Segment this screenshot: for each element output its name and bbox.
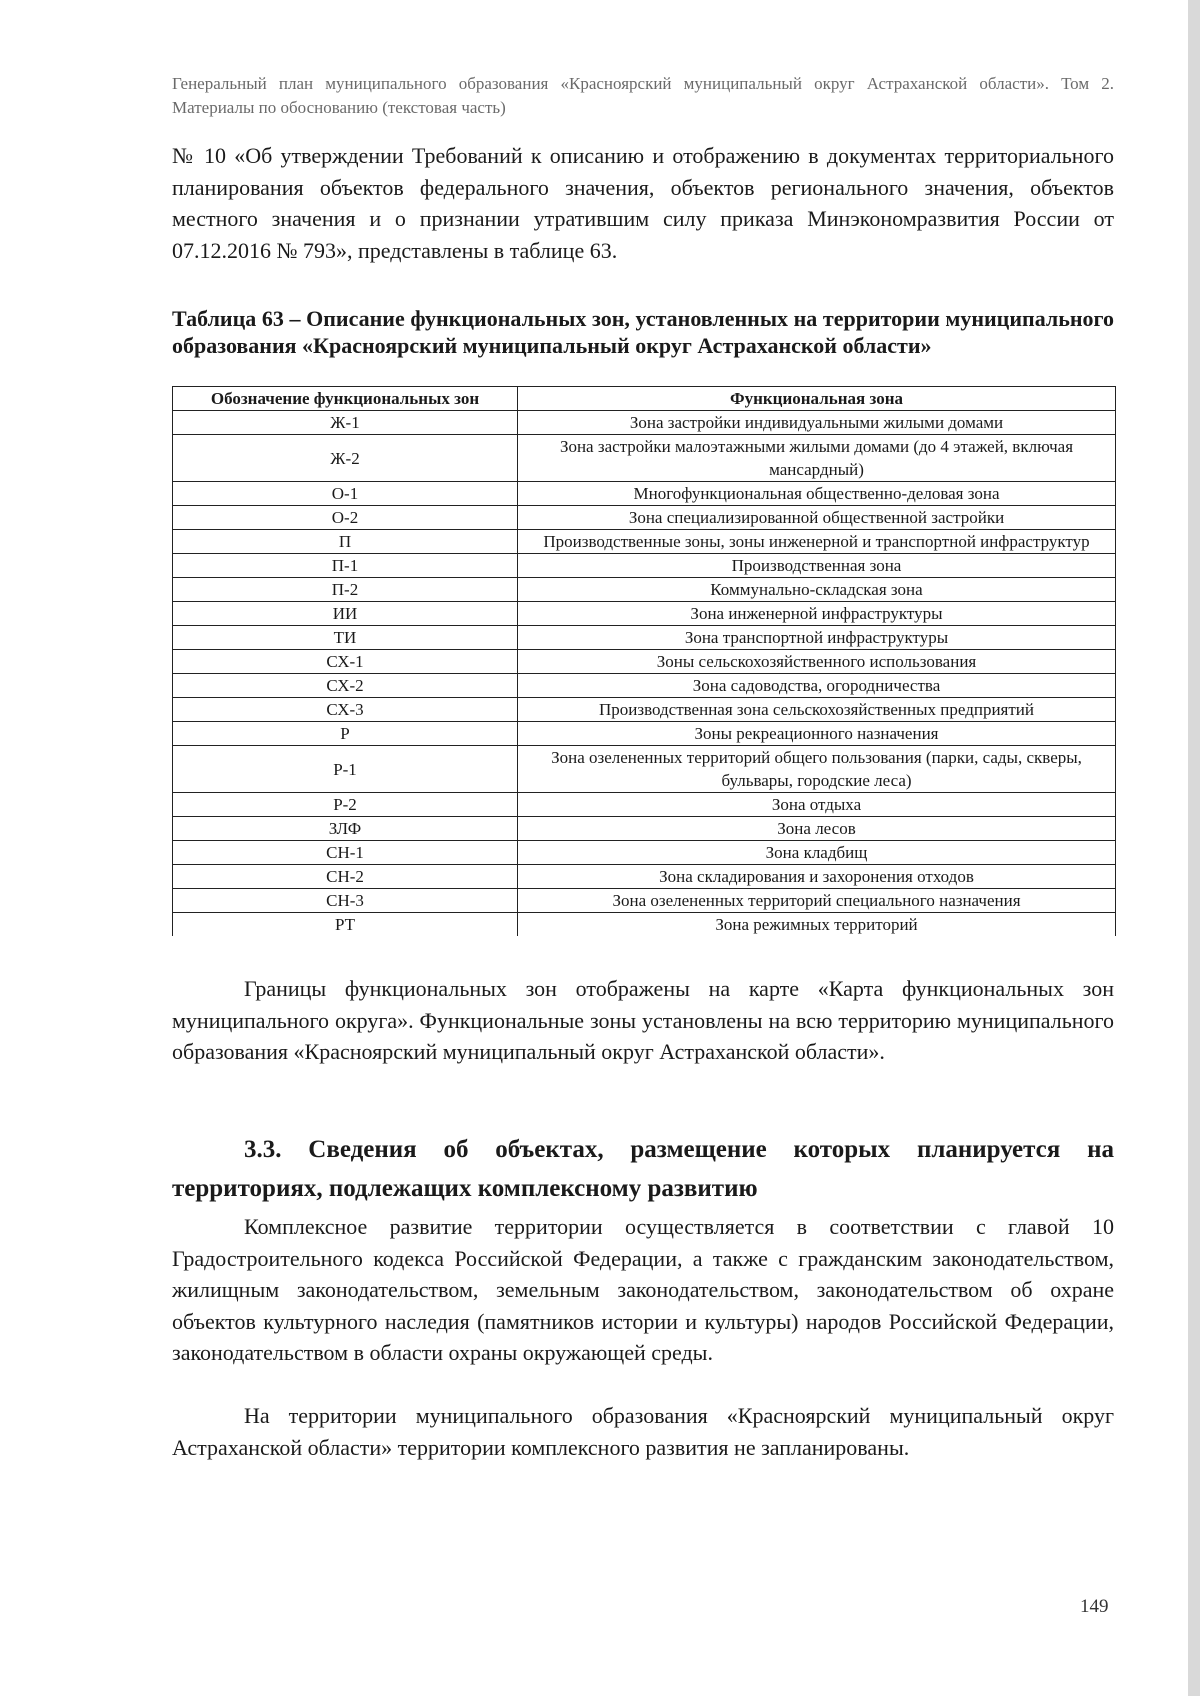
table-caption: Таблица 63 – Описание функциональных зон, установленных на территории муниципального образования «Красноярский муниципальный округ Астраханской области» bbox=[172, 306, 1114, 358]
zone-name-cell: Зона инженерной инфраструктуры bbox=[518, 602, 1116, 626]
zone-name-cell: Зона озелененных территорий специального назначения bbox=[518, 889, 1116, 913]
running-header: Генеральный план муниципального образования «Красноярский муниципальный округ Астраханской области». Том 2. Материалы по обоснованию (текстовая часть) bbox=[172, 74, 1114, 117]
table-row bbox=[173, 650, 1116, 674]
zone-code-cell: О-2 bbox=[173, 506, 518, 530]
zones-table bbox=[172, 386, 1116, 936]
page-number: 149 bbox=[1080, 1596, 1109, 1617]
table-row bbox=[173, 698, 1116, 722]
table-row bbox=[173, 530, 1116, 554]
zone-code-cell: ИИ bbox=[173, 602, 518, 626]
table-row bbox=[173, 722, 1116, 746]
zone-code-cell: Ж-2 bbox=[173, 435, 518, 482]
zone-name-cell: Зоны сельскохозяйственного использования bbox=[518, 650, 1116, 674]
table-row bbox=[173, 793, 1116, 817]
zone-name-cell: Зона транспортной инфраструктуры bbox=[518, 626, 1116, 650]
zone-name-cell: Производственная зона сельскохозяйственных предприятий bbox=[518, 698, 1116, 722]
zone-name-cell: Зона озелененных территорий общего пользования (парки, сады, скверы, бульвары, городские леса) bbox=[518, 746, 1116, 793]
table-row bbox=[173, 626, 1116, 650]
section-paragraph-1: Комплексное развитие территории осуществляется в соответствии с главой 10 Градостроительного кодекса Российской Федерации, а также с гражданским законодательством, жилищным законодательством, земельным законодательством, законодательством об охране объектов культурного наследия (памятников истории и культуры) народов Российской Федерации, законодательством в области охраны окружающей среды. bbox=[172, 1214, 1114, 1365]
table-row bbox=[173, 435, 1116, 482]
zone-name-cell: Зона застройки индивидуальными жилыми домами bbox=[518, 411, 1116, 435]
table-row bbox=[173, 554, 1116, 578]
zone-name-cell: Зоны рекреационного назначения bbox=[518, 722, 1116, 746]
zone-name-cell: Многофункциональная общественно-деловая зона bbox=[518, 482, 1116, 506]
zone-code-cell: СН-2 bbox=[173, 865, 518, 889]
zone-name-cell: Зона специализированной общественной застройки bbox=[518, 506, 1116, 530]
viewer-edge bbox=[1188, 0, 1200, 1696]
zone-code-cell: СХ-3 bbox=[173, 698, 518, 722]
table-row bbox=[173, 746, 1116, 793]
zone-code-cell: О-1 bbox=[173, 482, 518, 506]
zone-name-cell: Зона отдыха bbox=[518, 793, 1116, 817]
zone-code-cell: СХ-2 bbox=[173, 674, 518, 698]
zone-code-cell: ЗЛФ bbox=[173, 817, 518, 841]
zone-name-cell: Производственная зона bbox=[518, 554, 1116, 578]
zone-name-cell: Зона лесов bbox=[518, 817, 1116, 841]
table-row bbox=[173, 913, 1116, 937]
column-header-code: Обозначение функциональных зон bbox=[173, 387, 518, 411]
column-header-zone: Функциональная зона bbox=[518, 387, 1116, 411]
table-row bbox=[173, 817, 1116, 841]
zone-code-cell: П bbox=[173, 530, 518, 554]
zone-name-cell: Зона застройки малоэтажными жилыми домами (до 4 этажей, включая мансардный) bbox=[518, 435, 1116, 482]
table-row bbox=[173, 674, 1116, 698]
intro-paragraph: № 10 «Об утверждении Требований к описанию и отображению в документах территориального планирования объектов федерального значения, объектов регионального значения, объектов местного значения и о признании утратившим силу приказа Минэкономразвития России от 07.12.2016 № 793», представлены в таблице 63. bbox=[172, 143, 1114, 263]
table-row bbox=[173, 865, 1116, 889]
zone-name-cell: Зона складирования и захоронения отходов bbox=[518, 865, 1116, 889]
zone-code-cell: Р bbox=[173, 722, 518, 746]
zone-code-cell: П-1 bbox=[173, 554, 518, 578]
zone-code-cell: Р-1 bbox=[173, 746, 518, 793]
zone-code-cell: П-2 bbox=[173, 578, 518, 602]
table-row bbox=[173, 482, 1116, 506]
zone-name-cell: Зона кладбищ bbox=[518, 841, 1116, 865]
zone-name-cell: Зона садоводства, огородничества bbox=[518, 674, 1116, 698]
table-row bbox=[173, 602, 1116, 626]
zone-code-cell: СН-1 bbox=[173, 841, 518, 865]
zone-name-cell: Коммунально-складская зона bbox=[518, 578, 1116, 602]
zone-code-cell: Ж-1 bbox=[173, 411, 518, 435]
section-heading: 3.3. Сведения об объектах, размещение которых планируется на территориях, подлежащих комплексному развитию bbox=[172, 1136, 1114, 1202]
table-row bbox=[173, 411, 1116, 435]
zone-code-cell: Р-2 bbox=[173, 793, 518, 817]
table-row bbox=[173, 841, 1116, 865]
zone-code-cell: СН-3 bbox=[173, 889, 518, 913]
table-body bbox=[173, 411, 1116, 937]
after-table-paragraph: Границы функциональных зон отображены на карте «Карта функциональных зон муниципального округа». Функциональные зоны установлены на всю территорию муниципального образования «Красноярский муниципальный округ Астраханской области». bbox=[172, 976, 1114, 1064]
table-row bbox=[173, 506, 1116, 530]
zone-code-cell: РТ bbox=[173, 913, 518, 937]
table-row bbox=[173, 578, 1116, 602]
zone-name-cell: Производственные зоны, зоны инженерной и транспортной инфраструктур bbox=[518, 530, 1116, 554]
zone-code-cell: СХ-1 bbox=[173, 650, 518, 674]
section-paragraph-2: На территории муниципального образования «Красноярский муниципальный округ Астраханской области» территории комплексного развития не запланированы. bbox=[172, 1403, 1114, 1460]
zone-code-cell: ТИ bbox=[173, 626, 518, 650]
zone-name-cell: Зона режимных территорий bbox=[518, 913, 1116, 937]
table-header-row bbox=[173, 387, 1116, 411]
table-row bbox=[173, 889, 1116, 913]
